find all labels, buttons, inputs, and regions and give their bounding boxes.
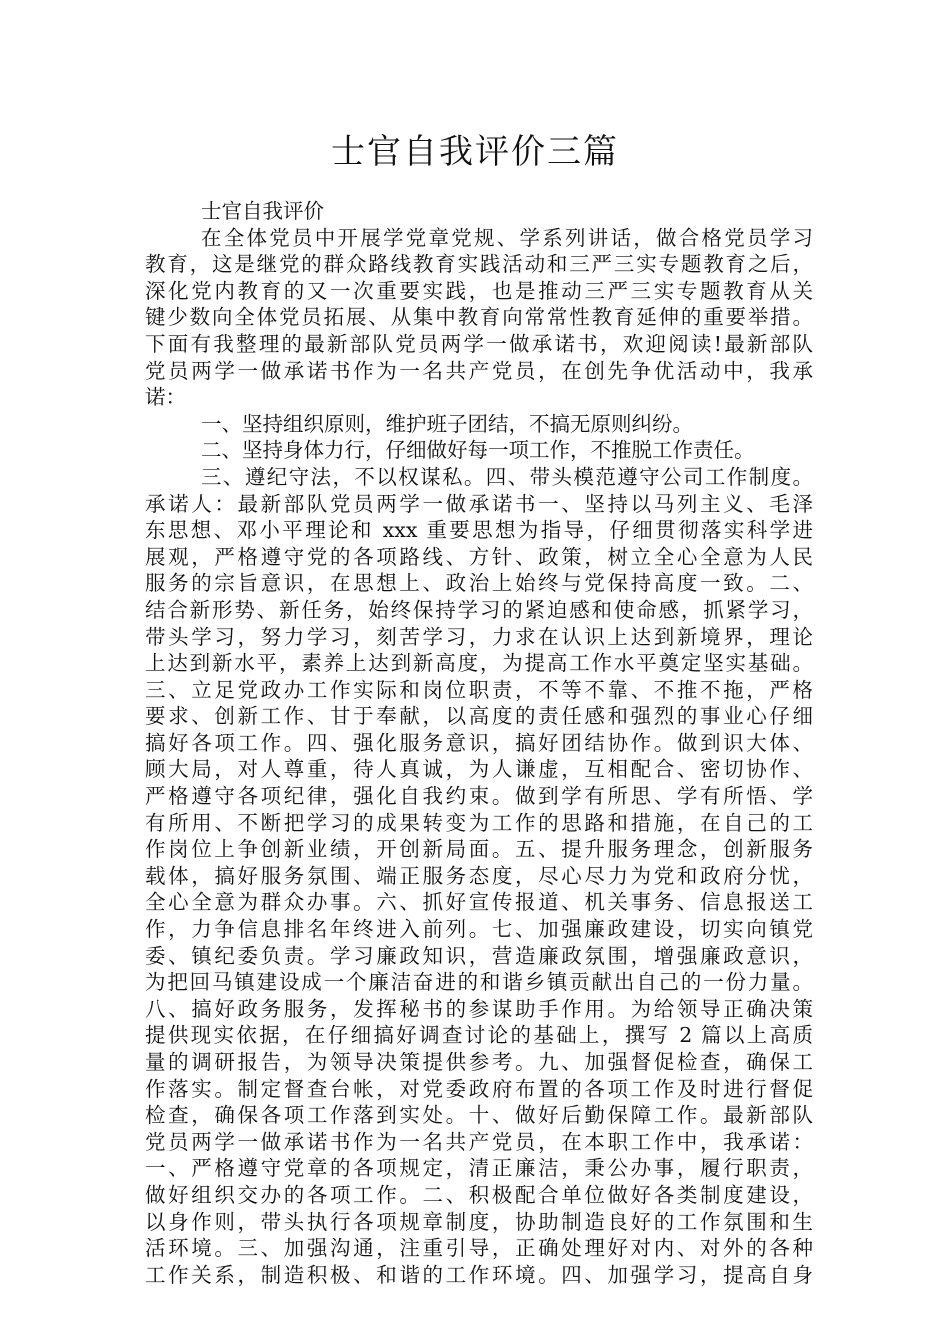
body-line: 以身作则，带头执行各项规章制度，协助制造良好的工作氛围和生 bbox=[145, 1209, 813, 1234]
body-line: 为把回马镇建设成一个廉洁奋进的和谐乡镇贡献出自己的一份力量。 bbox=[145, 970, 813, 995]
body-line: 展观，严格遵守党的各项路线、方针、政策，树立全心全意为人民 bbox=[145, 544, 813, 569]
body-line: 委、镇纪委负责。学习廉政知识，营造廉政氛围，增强廉政意识， bbox=[145, 943, 813, 968]
body-line: 做好组织交办的各项工作。二、积极配合单位做好各类制度建设， bbox=[145, 1182, 813, 1207]
body-line: 提供现实依据，在仔细搞好调查讨论的基础上，撰写 2 篇以上高质 bbox=[145, 1023, 813, 1048]
body-line: 三、立足党政办工作实际和岗位职责，不等不靠、不推不拖，严格 bbox=[145, 677, 813, 702]
body-line: 全心全意为群众办事。六、抓好宣传报道、机关事务、信息报送工 bbox=[145, 890, 813, 915]
body-line: 诺： bbox=[145, 385, 186, 410]
body-line: 二、坚持身体力行，仔细做好每一项工作，不推脱工作责任。 bbox=[201, 438, 755, 463]
body-line: 服务的宗旨意识，在思想上、政治上始终与党保持高度一致。二、 bbox=[145, 571, 813, 596]
body-line: 一、坚持组织原则，维护班子团结，不搞无原则纠纷。 bbox=[201, 411, 693, 436]
body-line: 搞好各项工作。四、强化服务意识，搞好团结协作。做到识大体、 bbox=[145, 730, 813, 755]
body-line: 三、遵纪守法，不以权谋私。四、带头模范遵守公司工作制度。 bbox=[201, 464, 813, 489]
body-line: 承诺人：最新部队党员两学一做承诺书一、坚持以马列主义、毛泽 bbox=[145, 491, 813, 516]
body-line: 作落实。制定督查台帐，对党委政府布置的各项工作及时进行督促 bbox=[145, 1076, 813, 1101]
body-line: 有所用、不断把学习的成果转变为工作的思路和措施，在自己的工 bbox=[145, 810, 813, 835]
body-line: 载体，搞好服务氛围、端正服务态度，尽心尽力为党和政府分忧， bbox=[145, 863, 813, 888]
body-line: 士官自我评价 bbox=[201, 199, 324, 223]
body-line: 活环境。三、加强沟通，注重引导，正确处理好对内、对外的各种 bbox=[145, 1236, 813, 1261]
body-line: 结合新形势、新任务，始终保持学习的紧迫感和使命感，抓紧学习， bbox=[145, 597, 813, 622]
body-line: 严格遵守各项纪律，强化自我约束。做到学有所思、学有所悟、学 bbox=[145, 784, 813, 809]
body-line: 上达到新水平，素养上达到新高度，为提高工作水平奠定坚实基础。 bbox=[145, 651, 813, 676]
body-line: 顾大局，对人尊重，待人真诚，为人谦虚，互相配合、密切协作、 bbox=[145, 757, 813, 782]
body-line: 要求、创新工作、甘于奉献，以高度的责任感和强烈的事业心仔细 bbox=[145, 704, 813, 729]
document-body bbox=[145, 198, 813, 1288]
body-line: 键少数向全体党员拓展、从集中教育向常常性教育延伸的重要举措。 bbox=[145, 305, 813, 330]
body-line: 八、搞好政务服务，发挥秘书的参谋助手作用。为给领导正确决策 bbox=[145, 996, 813, 1021]
body-line: 作岗位上争创新业绩，开创新局面。五、提升服务理念，创新服务 bbox=[145, 837, 813, 862]
body-line: 工作关系，制造积极、和谐的工作环境。四、加强学习，提高自身 bbox=[145, 1262, 813, 1287]
body-line: 下面有我整理的最新部队党员两学一做承诺书，欢迎阅读!最新部队 bbox=[145, 331, 813, 356]
body-line: 一、严格遵守党章的各项规定，清正廉洁，秉公办事，履行职责， bbox=[145, 1156, 813, 1181]
body-line: 在全体党员中开展学党章党规、学系列讲话，做合格党员学习 bbox=[201, 225, 813, 250]
document-title: 士官自我评价三篇 bbox=[331, 132, 619, 172]
body-line: 检查，确保各项工作落到实处。十、做好后勤保障工作。最新部队 bbox=[145, 1103, 813, 1128]
body-line: 党员两学一做承诺书作为一名共产党员，在本职工作中，我承诺： bbox=[145, 1129, 813, 1154]
body-line: 深化党内教育的又一次重要实践，也是推动三严三实专题教育从关 bbox=[145, 278, 813, 303]
body-line: 带头学习，努力学习，刻苦学习，力求在认识上达到新境界，理论 bbox=[145, 624, 813, 649]
body-line: 教育，这是继党的群众路线教育实践活动和三严三实专题教育之后， bbox=[145, 252, 813, 277]
body-line: 东思想、邓小平理论和 xxx 重要思想为指导，仔细贯彻落实科学进 bbox=[145, 518, 813, 543]
body-line: 量的调研报告，为领导决策提供参考。九、加强督促检查，确保工 bbox=[145, 1050, 813, 1074]
body-line: 党员两学一做承诺书作为一名共产党员，在创先争优活动中，我承 bbox=[145, 358, 813, 383]
body-line: 作，力争信息排名年终进入前列。七、加强廉政建设，切实向镇党 bbox=[145, 917, 813, 942]
